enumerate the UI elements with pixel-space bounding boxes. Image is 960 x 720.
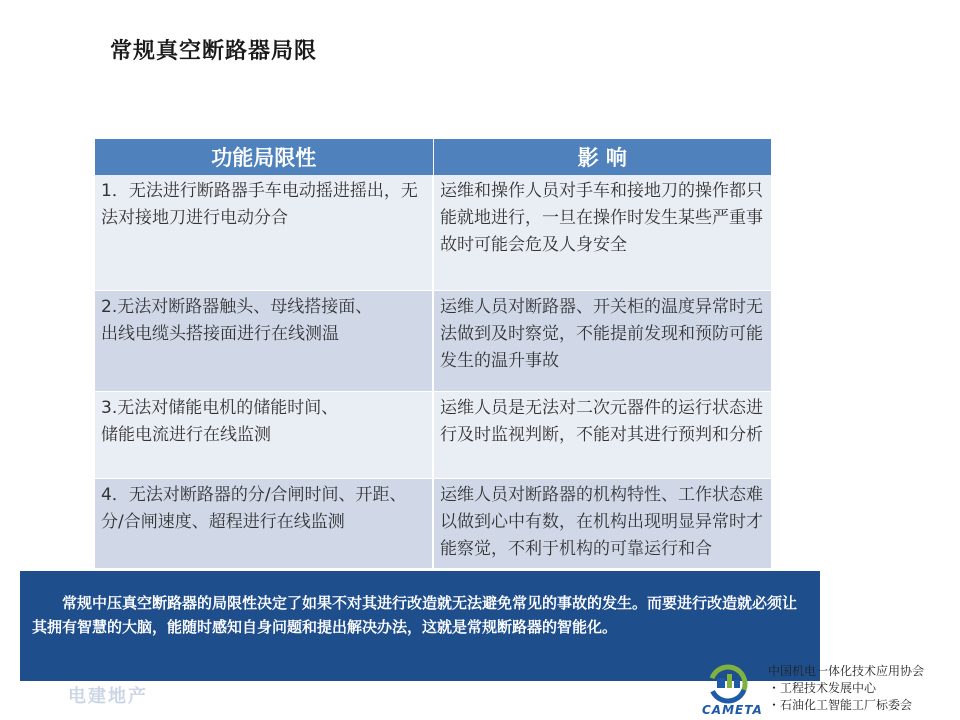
org-line: 中国机电一体化技术应用协会 [768, 664, 925, 678]
column-header-impact: 影 响 [433, 139, 771, 175]
table-row [95, 175, 771, 290]
impact-cell: 运维和操作人员对手车和接地刀的操作都只能就地进行，一旦在操作时发生某些严重事故时可能会危及人身安全 [433, 175, 771, 290]
table-row [95, 391, 771, 478]
page-title: 常规真空断路器局限 [110, 38, 318, 64]
watermark-text: 电建地产 [68, 686, 148, 707]
impact-cell: 运维人员是无法对二次元器件的运行状态进行及时监视判断，不能对其进行预判和分析 [433, 391, 771, 478]
limitation-cell: 4．无法对断路器的分/合闸时间、开距、分/合闸速度、超程进行在线监测 [95, 478, 433, 568]
limitation-cell: 2.无法对断路器触头、母线搭接面、 出线电缆头搭接面进行在线测温 [95, 290, 433, 391]
limitations-table [95, 139, 771, 569]
table-header-row [95, 139, 771, 175]
impact-cell: 运维人员对断路器、开关柜的温度异常时无法做到及时察觉，不能提前发现和预防可能发生的温升事故 [433, 290, 771, 391]
table-row [95, 290, 771, 391]
impact-cell: 运维人员对断路器的机构特性、工作状态难以做到心中有数，在机构出现明显异常时才能察觉，不利于机构的可靠运行和合 [433, 478, 771, 568]
organization-info [768, 663, 924, 714]
limitation-cell: 3.无法对储能电机的储能时间、 储能电流进行在线监测 [95, 391, 433, 478]
logo-label: CAMETA [702, 703, 763, 717]
limitation-cell: 1．无法进行断路器手车电动摇进摇出，无法对接地刀进行电动分合 [95, 175, 433, 290]
table-row [95, 478, 771, 568]
column-header-limitation: 功能局限性 [95, 139, 433, 175]
org-line: ・工程技术发展中心 [768, 681, 877, 695]
org-line: ・石油化工智能工厂标委会 [768, 698, 913, 712]
summary-text: 常规中压真空断路器的局限性决定了如果不对其进行改造就无法避免常见的事故的发生。而要进行改造就必须让其拥有智慧的大脑，能随时感知自身问题和提出解决办法，这就是常规断路器的智能化。 [32, 594, 798, 636]
